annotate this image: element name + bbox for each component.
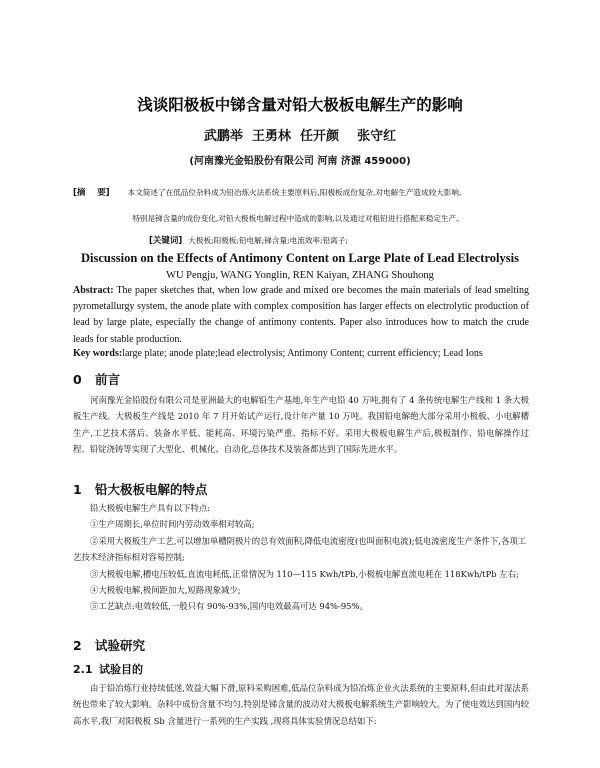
keywords-en-text: large plate; anode plate;lead electrolysis; Antimony Content; current efficiency; Lead Ions [122, 348, 483, 359]
feature-item-5: ⑤工艺缺点:电效较低,一般只有 90%-93%,国内电效最高可达 94%-95%。 [90, 601, 368, 612]
section-2-1-text: 由于铅冶炼行业持续低迷,效益大幅下滑,原料采购困难,低品位杂料成为铅冶炼企业火法系统的主要原料,但由此对湿法系统也带来了较大影响。杂料中成份含量不均匀,特别是锑含量的波动对大极板电解系统生产影响较大。为了使电效达到国内较高水平,我厂对阳极板 Sb 含量进行一系列的生产实践 ,现将具体实验情况总结如下: [73, 683, 529, 726]
section-1-heading [73, 480, 208, 498]
keywords-en-label: Key words: [73, 348, 123, 359]
authors-en: WU Pengju, WANG Yonglin, REN Kaiyan, ZHANG Shouhong [166, 270, 434, 281]
feature-item-4: ④大极板电解,极间距加大,短路现象减少; [90, 585, 241, 596]
section-2-1-title: 试验目的 [99, 663, 143, 676]
keywords-cn-label: [关键词] [149, 236, 183, 246]
section-1-list [73, 500, 529, 615]
section-2-1-paragraph [73, 680, 529, 729]
feature-item-3: ③大极板电解,槽电压较低,直流电耗低,正常情况为 110—115 Kwh/tPb,小极板电解直流电耗在 118Kwh/tPb 左右; [90, 568, 519, 579]
section-2-1-heading [73, 661, 143, 677]
section-2-1-number: 2.1 [73, 663, 93, 676]
abstract-cn [73, 180, 543, 231]
feature-item-2: ②采用大极板生产工艺,可以增加单槽阴极片的总有效面积,降低电流密度(也叫面积电流);低电流密度生产条件下,各项工艺技术经济指标相对容易控制; [73, 535, 527, 563]
abstract-en-label: Abstract: [73, 285, 114, 296]
feature-item-1: ①生产周期长,单位时间内劳动效率相对较高; [90, 519, 255, 530]
paper-title-cn: 浅谈阳极板中锑含量对铅大极板电解生产的影响 [137, 96, 463, 114]
section-0-paragraph [73, 392, 529, 458]
paper-title-en: Discussion on the Effects of Antimony Content on Large Plate of Lead Electrolysis [81, 251, 519, 265]
section-1-title: 铅大极板电解的特点 [95, 482, 208, 497]
abstract-cn-line2: 特别是锑含量的成份变化,对铅大极板电解过程中造成的影响,以及通过对粗铅进行搭配来稳定生产。 [132, 214, 464, 223]
section-1-number: 1 [73, 482, 82, 497]
section-2-heading [73, 636, 145, 654]
section-2-title: 试验研究 [95, 638, 146, 653]
keywords-cn-text: 大极板;阳极板;铅电解;锑含量;电流效率;铅离子; [188, 236, 348, 245]
keywords-en [73, 348, 533, 359]
abstract-cn-line1: 本文简述了在低品位杂料成为铅冶炼火法系统主要原料后,阳极板成份复杂,对电解生产造成较大影响, [127, 188, 462, 197]
section-2-number: 2 [73, 638, 82, 653]
section-0-heading [73, 370, 120, 388]
abstract-en [73, 283, 529, 348]
section-0-title: 前言 [95, 372, 121, 387]
abstract-en-text: The paper sketches that, when low grade and mixed ore becomes the main materials of lead smelting pyrometallurgy system, the anode plate with complex composition has larger effects on electrolytic production of lead by large plate, especially the change of antimony contents. Paper also introduces how to match the crude leads for stable production. [73, 285, 529, 345]
section-1-intro: 铅大极板电解生产具有以下特点: [90, 503, 211, 513]
authors-cn: 武鹏举 王勇林 任开颜 张守红 [203, 129, 397, 144]
affiliation-cn: (河南豫光金铅股份有限公司 河南 济源 459000) [189, 156, 411, 167]
abstract-cn-label: [摘 要] [73, 188, 110, 198]
section-0-text: 河南豫光金铅股份有限公司是亚洲最大的电解铅生产基地,年生产电铅 40 万吨,拥有了 4 条传统电解生产线和 1 条大极板生产线。大极板生产线是 2010 年 7 月开始试产运行,设计年产量 10 万吨。我国铅电解绝大部分采用小极板、小电解槽生产,工艺技术落后、装备水平低、能耗高、环境污染严重、指标不好。采用大极板电解生产后,极板制作、铅电解操作过程、铅锭浇铸等实现了大型化、机械化、自动化,总体技术及装备都达到了国际先进水平。 [73, 395, 529, 455]
keywords-cn [149, 234, 348, 246]
section-0-number: 0 [73, 372, 82, 387]
